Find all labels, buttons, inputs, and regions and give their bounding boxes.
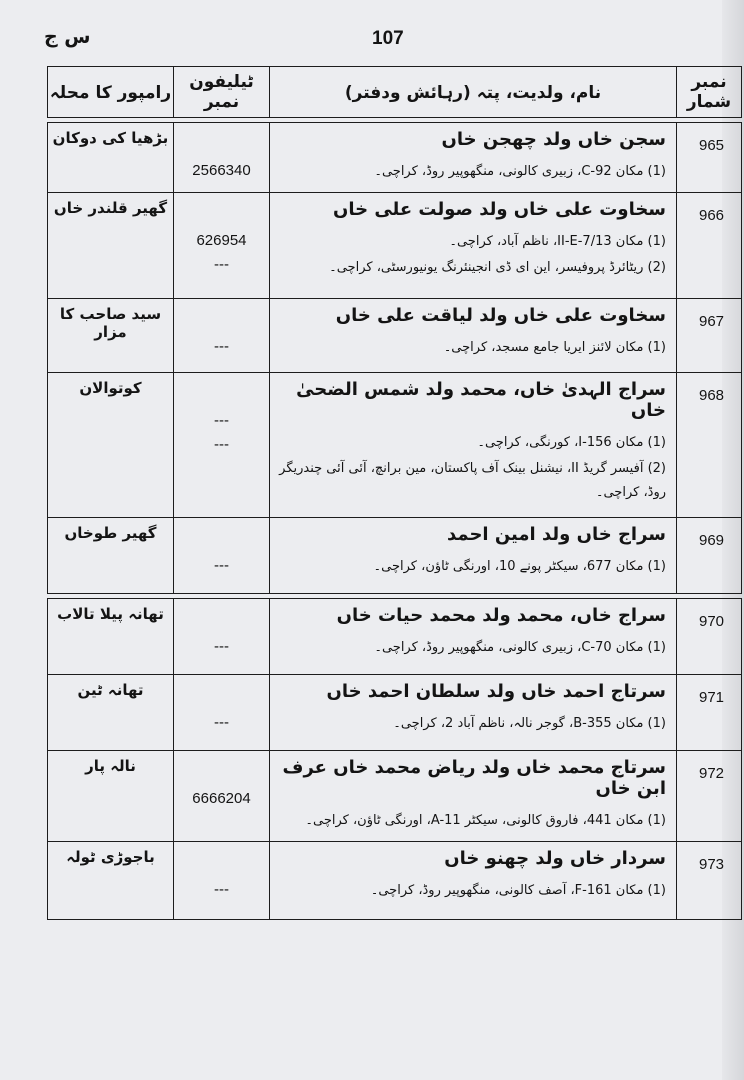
- entry-cell: [270, 518, 677, 594]
- phone-number: ---: [214, 412, 229, 429]
- entry-name: سرتاج احمد خاں ولد سلطان احمد خاں: [326, 681, 666, 702]
- header-name: نام، ولدیت، پتہ (رہائش ودفتر): [270, 67, 677, 118]
- address-line: (1) مکان C-70، زبیری کالونی، منگھوپیر روڈ، کراچی۔: [374, 640, 666, 655]
- mohalla-cell: بڑھیا کی دوکان: [48, 123, 174, 193]
- mohalla-cell: باجوڑی ٹولہ: [48, 842, 174, 920]
- mohalla-cell: گھیر طوخاں: [48, 518, 174, 594]
- table-row: [48, 373, 742, 518]
- phone-cell: [174, 193, 270, 299]
- address-line: (1) مکان 677، سیکٹر پونے 10، اورنگی ٹاؤن، کراچی۔: [373, 559, 666, 574]
- page-number: 107: [372, 28, 404, 49]
- phone-number: ---: [214, 338, 229, 355]
- phone-cell: [174, 599, 270, 675]
- table-row: [48, 842, 742, 920]
- table-row: [48, 675, 742, 751]
- phone-cell: [174, 842, 270, 920]
- phone-number: ---: [214, 436, 229, 453]
- address-line: (1) مکان C-92، زبیری کالونی، منگھوپیر روڈ، کراچی۔: [374, 164, 666, 179]
- address-line: (2) آفیسر گریڈ II، نیشنل بینک آف پاکستان، مین برانچ، آئی آئی چندریگر روڈ، کراچی۔: [279, 461, 666, 500]
- table-header-row: [48, 67, 742, 118]
- entry-name: سجن خاں ولد چھجن خاں: [441, 129, 666, 150]
- phone-number: ---: [214, 557, 229, 574]
- phone-cell: [174, 751, 270, 842]
- phone-number: 2566340: [192, 162, 251, 179]
- entry-cell: [270, 299, 677, 373]
- mohalla-cell: گھیر قلندر خاں: [48, 193, 174, 299]
- mohalla-cell: نالہ پار: [48, 751, 174, 842]
- address-line: (1) مکان F-161، آصف کالونی، منگھوپیر روڈ، کراچی۔: [370, 883, 666, 898]
- serial-number: 966: [677, 193, 742, 299]
- directory-table: [47, 66, 742, 920]
- address-line: (1) مکان B-355، گوجر نالہ، ناظم آباد 2، کراچی۔: [393, 716, 666, 731]
- phone-number: ---: [214, 881, 229, 898]
- mohalla-cell: تھانہ پیلا تالاب: [48, 599, 174, 675]
- phone-number: 626954: [196, 232, 247, 249]
- entry-cell: [270, 751, 677, 842]
- entry-name: سراج الہدیٰ خاں، محمد ولد شمس الضحیٰ خاں: [296, 379, 666, 421]
- address-line: (1) مکان II-E-7/13، ناظم آباد، کراچی۔: [449, 234, 666, 249]
- entry-name: سراج خاں ولد امین احمد: [446, 524, 666, 545]
- serial-number: 973: [677, 842, 742, 920]
- phone-number: 6666204: [192, 790, 251, 807]
- serial-number: 968: [677, 373, 742, 518]
- entry-name: سرتاج محمد خاں ولد ریاض محمد خاں عرف ابن خاں: [282, 757, 666, 799]
- table-row: [48, 193, 742, 299]
- phone-cell: [174, 675, 270, 751]
- phone-number: ---: [214, 714, 229, 731]
- mohalla-cell: سید صاحب کا مزار: [48, 299, 174, 373]
- entry-cell: [270, 842, 677, 920]
- phone-cell: [174, 373, 270, 518]
- entry-name: سراج خاں، محمد ولد محمد حیات خاں: [336, 605, 666, 626]
- entry-cell: [270, 599, 677, 675]
- entry-name: سخاوت علی خاں ولد صولت علی خاں: [332, 199, 666, 220]
- header-section-letters: س ج: [44, 26, 91, 48]
- header-phone: ٹیلیفون نمبر: [174, 67, 270, 118]
- mohalla-cell: کوتوالان: [48, 373, 174, 518]
- table-row: [48, 599, 742, 675]
- phone-cell: [174, 518, 270, 594]
- entry-cell: [270, 675, 677, 751]
- serial-number: 967: [677, 299, 742, 373]
- address-line: (2) ریٹائرڈ پروفیسر، این ای ڈی انجینئرنگ یونیورسٹی، کراچی۔: [329, 260, 666, 275]
- table-row: [48, 299, 742, 373]
- entry-name: سردار خاں ولد چھنو خاں: [444, 848, 666, 869]
- entry-name: سخاوت علی خاں ولد لیاقت علی خاں: [335, 305, 666, 326]
- table-row: [48, 751, 742, 842]
- address-line: (1) مکان 156-I، کورنگی، کراچی۔: [477, 435, 666, 450]
- phone-number: ---: [214, 638, 229, 655]
- header-serial-number: نمبر شمار: [677, 67, 742, 118]
- phone-number: ---: [214, 256, 229, 273]
- phone-cell: [174, 123, 270, 193]
- address-line: (1) مکان لائنز ایریا جامع مسجد، کراچی۔: [443, 340, 666, 355]
- address-line: (1) مکان 441، فاروق کالونی، سیکٹر A-11، اورنگی ٹاؤن، کراچی۔: [305, 813, 666, 828]
- mohalla-cell: تھانہ ٹین: [48, 675, 174, 751]
- serial-number: 965: [677, 123, 742, 193]
- entry-cell: [270, 123, 677, 193]
- entry-cell: [270, 373, 677, 518]
- table-row: [48, 123, 742, 193]
- serial-number: 969: [677, 518, 742, 594]
- table-row: [48, 518, 742, 594]
- serial-number: 972: [677, 751, 742, 842]
- header-mohalla: رامپور کا محلہ: [48, 67, 174, 118]
- phone-cell: [174, 299, 270, 373]
- entry-cell: [270, 193, 677, 299]
- serial-number: 970: [677, 599, 742, 675]
- serial-number: 971: [677, 675, 742, 751]
